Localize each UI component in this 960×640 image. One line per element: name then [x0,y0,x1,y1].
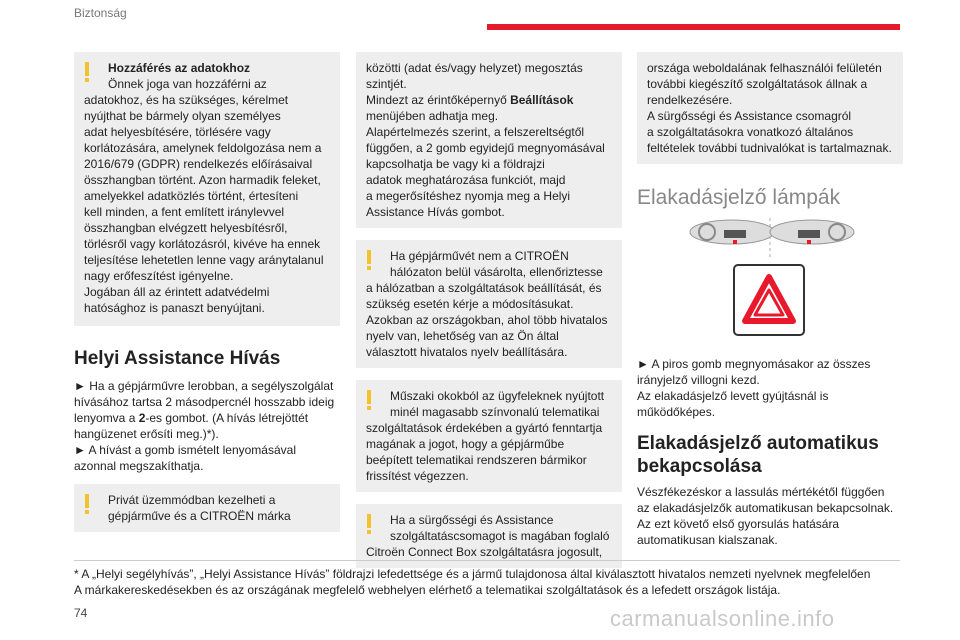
info-box-data-access [74,52,340,326]
box-line: korlátozására, amelynek feldolgozása nem a [84,141,322,155]
box-line: kell minden, a fent említett iránylevvel [84,205,285,219]
box-line: adat helyesbítésére, törlésére vagy [84,125,271,139]
box-line: a hálózatban a szolgáltatások beállítását, és [366,281,602,295]
hazard-illustration [637,218,903,348]
box-line: választott hivatalos nyelv beállítására. [366,345,568,359]
info-box-sharing [356,52,622,228]
box-line: nagy erőfeszítést igényelne. [84,269,234,283]
exclamation-icon [85,62,111,82]
watermark: carmanualsonline.info [610,606,835,631]
box-line: kapcsolhatja be vagy ki a földrajzi [366,157,545,171]
text-run: Mindezt az érintőképernyő [366,93,511,107]
box-line: összhangban elvégzett helyesbítésről, [84,221,288,235]
box-line: Jogában áll az érintett adatvédelmi [84,285,270,299]
box-line: Önnek joga van hozzáférni az [108,77,267,91]
text-line: az elakadásjelzők automatikusan bekapcsolnak. [637,501,894,515]
box-line: amelyekkel adatközlés történt, értesíteni [84,189,299,203]
box-line: Assistance Hívás gombot. [366,205,505,219]
box-line: Ha a sürgősségi és Assistance [390,513,554,527]
box-line: Azokban az országokban, ahol több hivatalos [366,313,608,327]
page-number: 74 [74,606,88,620]
box-line: A sürgősségi és Assistance csomagról [647,109,852,123]
text-line: működőképes. [637,405,716,419]
box-line: teljesítése lehetetlen lenne vagy aránytalanul [84,253,324,267]
box-line: szükség esetén kérje a módosításukat. [366,297,574,311]
box-line-settings [366,92,612,108]
exclamation-icon [367,514,393,534]
info-box-website [637,52,903,164]
box-line: nyújthat be bármely olyan személyes [84,109,281,123]
column-2 [356,52,622,568]
paragraph-cancel: ► A hívást a gomb ismételt lenyomásával azonnal megszakíthatja. [74,443,296,473]
text-line: ► A piros gomb megnyomásakor az összes [637,357,871,371]
box-line: további kiegészítő szolgáltatások állnak a [647,77,868,91]
text-line: Vészfékezéskor a lassulás mértékétől függően [637,485,885,499]
text-run: -es gombot. (A hívás létrejöttét hangüzenet erősíti meg.)*). [74,411,309,441]
box-line: hatósághoz is panaszt benyújtani. [84,301,265,315]
box-line: frissítést végezzen. [366,469,469,483]
text-run: ► Ha a gépjárművre lerobban, a segélyszolgálat hívásához tartsa 2 másodpercnél hosszabb ideig lenyomva a [74,379,335,425]
exclamation-icon [85,494,111,514]
box-line: Műszaki okokból az ügyfeleknek nyújtott [390,389,605,403]
box-line: szolgáltatáscsomagot is magában foglaló [390,529,610,543]
box-line: gépjárműve és a CITROËN márka [108,509,291,523]
info-box-private-mode [74,484,340,532]
box-line: közötti (adat és/vagy helyzet) megosztás [366,61,583,75]
box-line: szolgáltatások érdekében a gyártó fenntartja [366,421,603,435]
footnote [74,566,900,598]
box-line: Ha gépjárművét nem a CITROËN [390,249,569,263]
paragraph-hazard [637,356,903,420]
box-line: Alapértelmezés szerint, a felszereltségtől [366,125,585,139]
box-line: országa weboldalának felhasználói felületén [647,61,882,75]
box-line: adatokhoz, és ha szükséges, kérelmet [84,93,289,107]
paragraph-call [74,378,340,442]
box-title: Hozzáférés az adatokhoz [108,61,251,75]
text-line: irányjelző villogni kezd. [637,373,760,387]
box-line: nyelv van, lehetőség van az Ön által [366,329,559,343]
heading-auto-hazard [637,432,903,478]
column-1 [74,52,340,532]
box-line: magának a jogot, hogy a gépjárműbe [366,437,565,451]
footnote-line: * A „Helyi segélyhívás”, „Helyi Assistance Hívás” földrajzi lefedettsége és a jármű tulajdonosa által kiválasztott hivatalos nemzeti nyelvnek megfelelően [74,567,871,581]
heading-hazard-lights: Elakadásjelző lámpák [637,186,841,209]
info-box-network [356,240,622,368]
box-line: összhangban történt. Azon harmadik feleket, [84,173,321,187]
box-line: 2016/679 (GDPR) rendelkezés előírásaival [84,157,313,171]
box-line: a szolgáltatásokra vonatkozó általános [647,125,854,139]
box-line: hálózaton belül vásárolta, ellenőriztesse [390,265,603,279]
box-line: függően, a 2 gomb egyidejű megnyomásával [366,141,605,155]
footnote-divider [74,560,900,561]
box-line: Privát üzemmódban kezelheti a [108,493,276,507]
info-box-connect-box [356,504,622,568]
box-line: beépített telematikai rendszeren bármikor [366,453,587,467]
box-line: minél magasabb színvonalú telematikai [390,405,600,419]
heading-local-assistance: Helyi Assistance Hívás [74,348,281,369]
box-line: menüjében adhatja meg. [366,109,499,123]
box-line: adatok meghatározása funkciót, majd [366,173,566,187]
heading-line: bekapcsolása [637,456,762,477]
box-line: szintjét. [366,77,407,91]
dashboard-hazard-svg [637,218,903,348]
paragraph-auto-hazard [637,484,903,548]
heading-line: Elakadásjelző automatikus [637,433,879,454]
box-line: feltételek további tudnivalókat is tartalmaznak. [647,141,892,155]
steering-wheel-icon [690,218,854,258]
box-line: törlésről vagy korlátozásról, kivéve ha ennek [84,237,321,251]
settings-menu-label: Beállítások [510,93,574,107]
hazard-button-icon [734,265,804,335]
info-box-technical [356,380,622,492]
text-line: Az ezt követő első gyorsulás hatására [637,517,840,531]
exclamation-icon [367,250,393,270]
footnote-line: A márkakereskedésekben és az országának megfelelő webhelyen elérhető a telematikai szolgáltatások és a lefedett országok listája. [74,583,781,597]
box-line: a megerősítéshez nyomja meg a Helyi [366,189,571,203]
text-line: Az elakadásjelző levett gyújtásnál is [637,389,829,403]
section-accent-bar [487,24,900,30]
section-title: Biztonság [74,6,127,20]
exclamation-icon [367,390,393,410]
box-line: rendelkezésére. [647,93,733,107]
text-run-bold: 2 [138,411,146,425]
box-line: Citroën Connect Box szolgáltatásra jogosult, [366,545,603,559]
column-3 [637,52,903,548]
text-line: automatikusan kialszanak. [637,533,778,547]
